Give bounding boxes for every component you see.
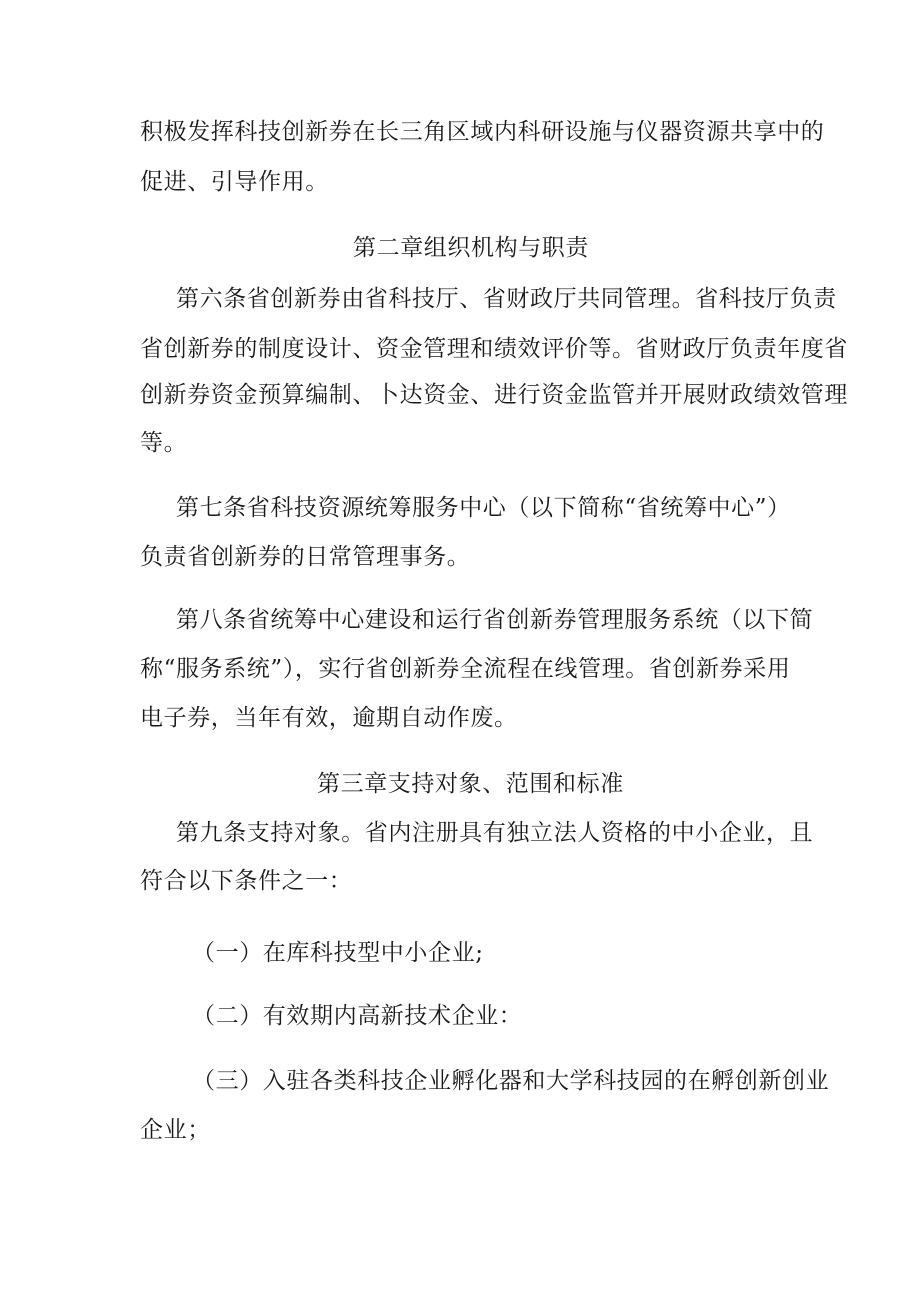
chapter-heading: 第三章支持对象、范围和标准	[317, 771, 624, 797]
paragraph-line: 促进、引导作用。	[140, 169, 329, 195]
paragraph-line: 第六条省创新券由省科技厅、省财政厅共同管理。省科技厅负责	[176, 286, 837, 312]
list-item: 企业；	[140, 1117, 211, 1143]
chapter-heading: 第二章组织机构与职责	[353, 235, 589, 261]
paragraph-line: 符合以下条件之一：	[140, 868, 353, 894]
paragraph-line: 第七条省科技资源统筹服务中心（以下简称“省统筹中心”）	[176, 495, 791, 521]
paragraph-line: 省创新券的制度设计、资金管理和绩效评价等。省财政厅负责年度省	[140, 336, 848, 362]
paragraph-line: 第九条支持对象。省内注册具有独立法人资格的中小企业，且	[176, 820, 814, 846]
paragraph-line: 称“服务系统”），实行省创新券全流程在线管理。省创新券采用	[140, 656, 791, 682]
paragraph-line: 等。	[140, 430, 188, 456]
paragraph-line: 电子券，当年有效，逾期自动作废。	[140, 705, 518, 731]
list-item: （二）有效期内高新技术企业：	[192, 1003, 523, 1029]
paragraph-line: 负责省创新券的日常管理事务。	[140, 544, 471, 570]
paragraph-line: 创新券资金预算编制、卜达资金、进行资金监管并开展财政绩效管理	[140, 382, 848, 408]
list-item: （一）在库科技型中小企业;	[192, 940, 484, 966]
list-item: （三）入驻各类科技企业孵化器和大学科技园的在孵创新创业	[192, 1068, 830, 1094]
paragraph-line: 积极发挥科技创新券在长三角区域内科研设施与仪器资源共享中的	[140, 119, 825, 145]
paragraph-line: 第八条省统筹中心建设和运行省创新券管理服务系统（以下简	[176, 607, 814, 633]
